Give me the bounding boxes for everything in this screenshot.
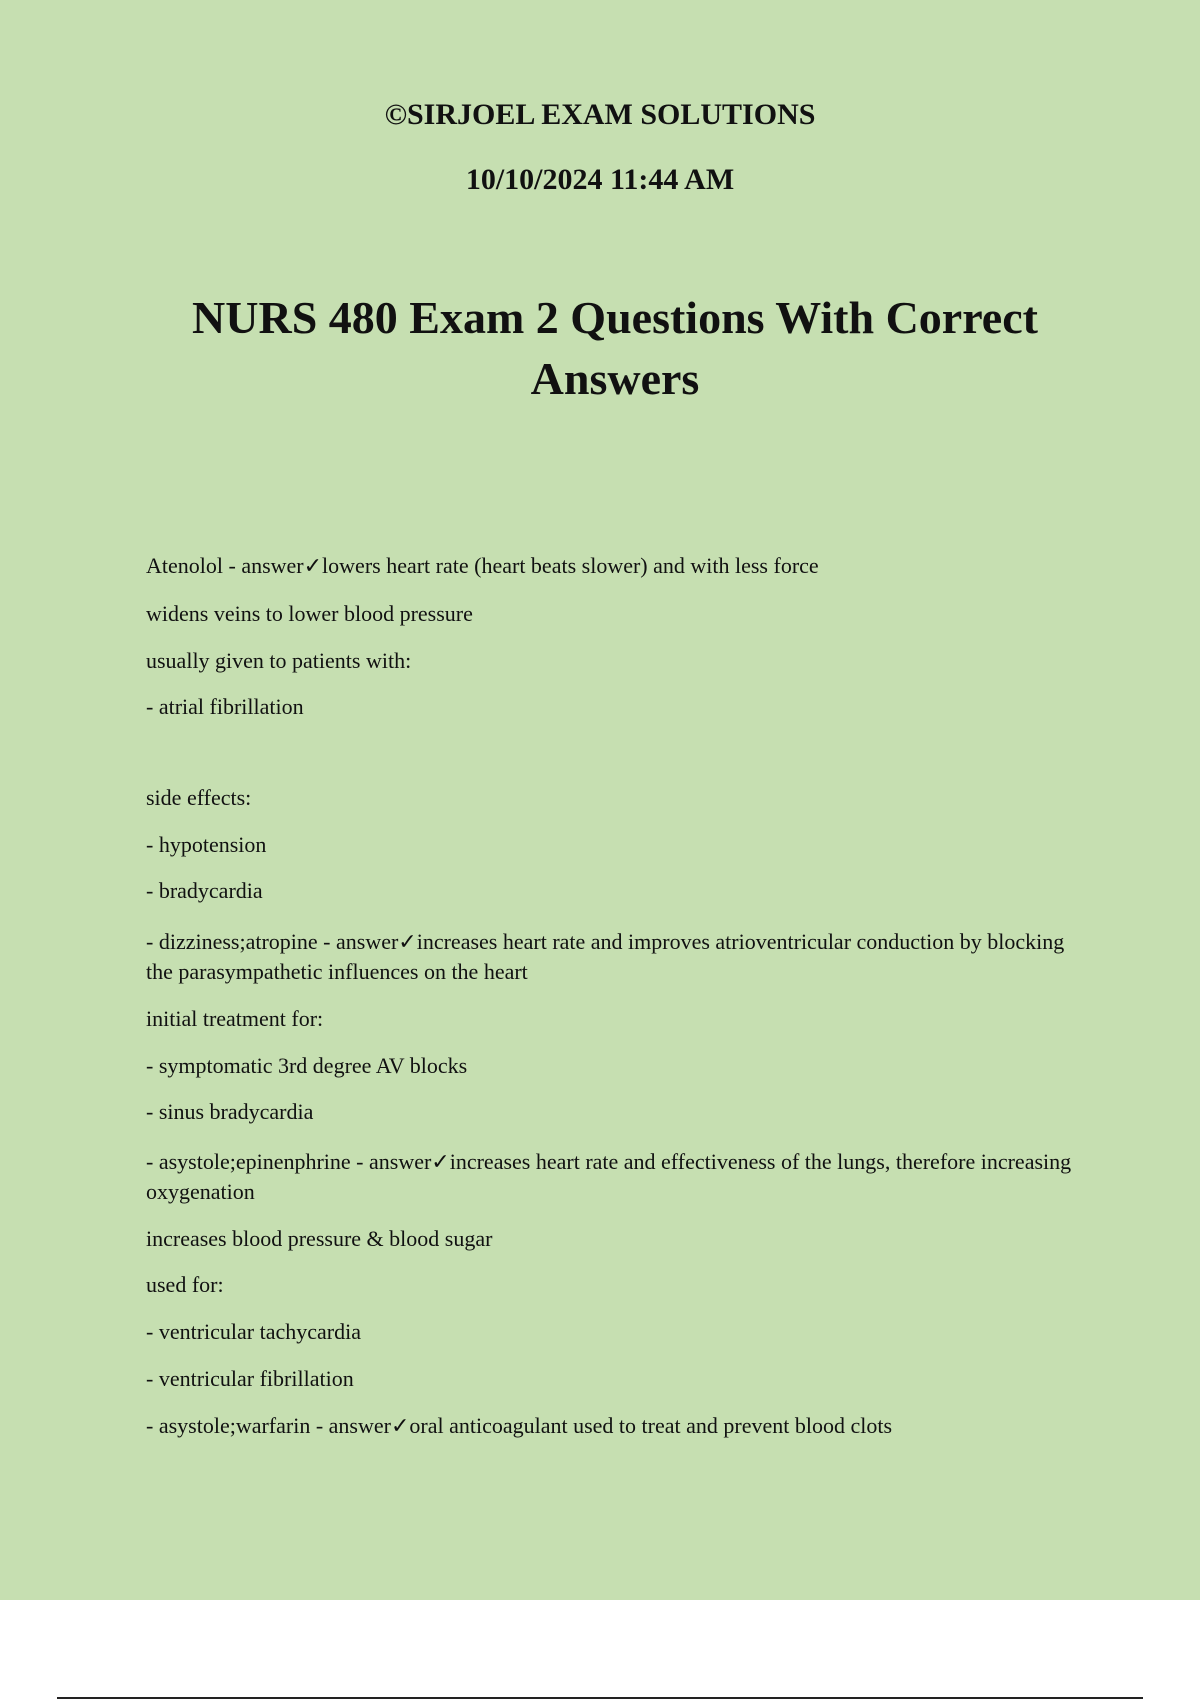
body-line: side effects: [146,785,252,810]
body-line: widens veins to lower blood pressure [146,601,473,626]
body-line: usually given to patients with: [146,648,412,673]
body-line: - ventricular fibrillation [146,1366,354,1391]
body-line: used for: [146,1272,224,1297]
body-line: - dizziness;atropine - answer✓increases heart rate and improves atrioventricular conduction by blocking the parasympathetic influences on the heart [146,929,1065,984]
footer-divider [57,1697,1143,1699]
body-line: - symptomatic 3rd degree AV blocks [146,1053,468,1078]
body-line: - atrial fibrillation [146,694,304,719]
body-line: - hypotension [146,832,267,857]
body-line: - sinus bradycardia [146,1099,314,1124]
body-line: - ventricular tachycardia [146,1319,361,1344]
body-line: - asystole;warfarin - answer✓oral anticoagulant used to treat and prevent blood clots [146,1413,893,1438]
body-line: - asystole;epinenphrine - answer✓increases heart rate and effectiveness of the lungs, therefore increasing oxygenation [146,1149,1072,1204]
body-line: - bradycardia [146,878,263,903]
date-header: 10/10/2024 11:44 AM [465,163,735,196]
body-line: Atenolol - answer✓lowers heart rate (heart beats slower) and with less force [146,553,819,578]
document-title: NURS 480 Exam 2 Questions With Correct Answers [192,292,1038,404]
body-line: initial treatment for: [146,1006,324,1031]
body-line: increases blood pressure & blood sugar [146,1226,493,1251]
copyright-header: ©SIRJOEL EXAM SOLUTIONS [384,98,816,131]
